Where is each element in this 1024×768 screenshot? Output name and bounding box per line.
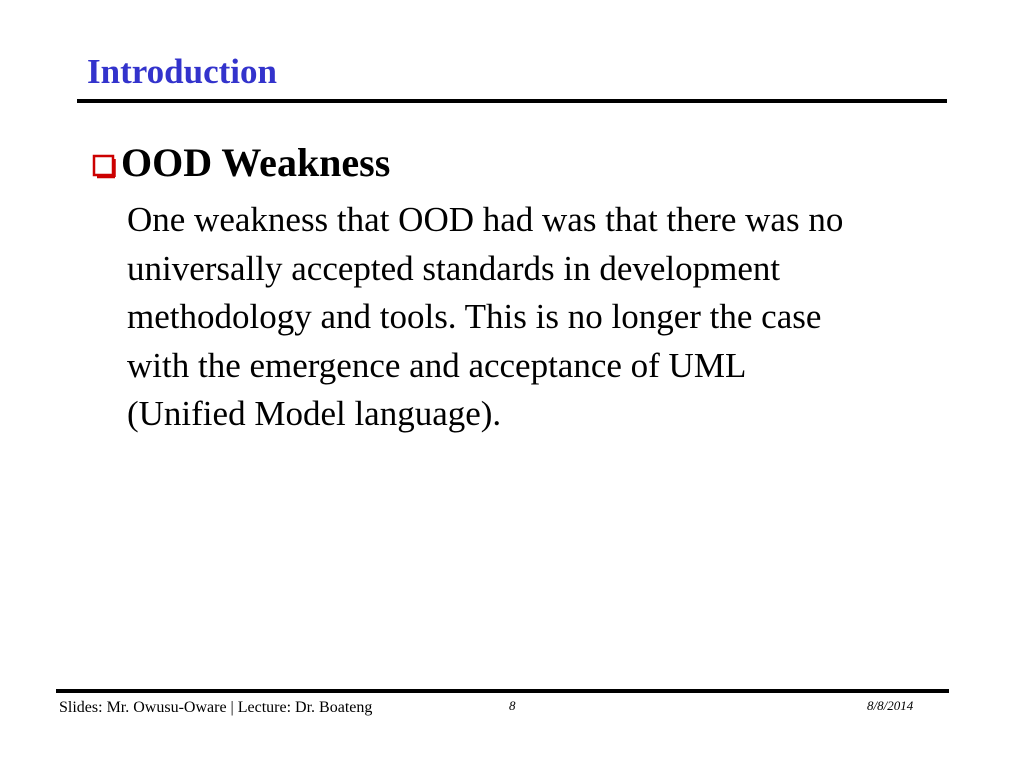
body-paragraph: One weakness that OOD had was that there was no universally accepted standards in development methodology and tools. This is no longer the case with the emergence and acceptance of UML (Unified Model language). [127, 200, 844, 433]
footer-credits: Slides: Mr. Owusu-Oware | Lecture: Dr. Boateng [59, 699, 373, 716]
checkbox-bullet-icon [91, 146, 121, 180]
footer-date: 8/8/2014 [867, 698, 914, 713]
footer-divider [56, 689, 949, 693]
title-divider [77, 99, 947, 103]
bullet-heading: OOD Weakness [121, 140, 391, 185]
bullet-item [91, 140, 390, 186]
page-number: 8 [509, 698, 516, 713]
slide-title: Introduction [87, 52, 277, 91]
